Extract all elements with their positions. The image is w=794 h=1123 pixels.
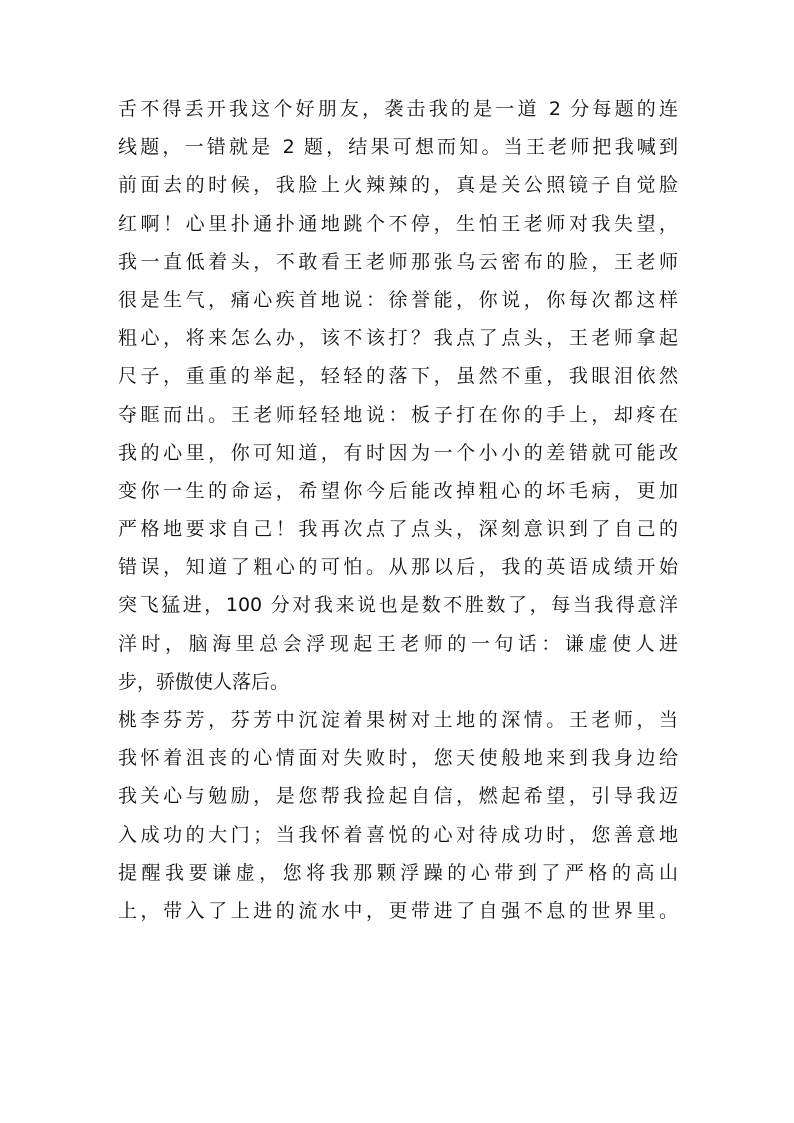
- text-line: 夺眶而出。王老师轻轻地说：板子打在你的手上，却疼在: [118, 403, 678, 426]
- text-line: 前面去的时候，我脸上火辣辣的，真是关公照镜子自觉脸: [118, 174, 678, 197]
- text-line: 错误，知道了粗心的可怕。从那以后，我的英语成绩开始: [118, 556, 678, 579]
- text-line: 突飞猛进，100 分对我来说也是数不胜数了，每当我得意洋: [118, 594, 678, 617]
- text-line: 步，骄傲使人落后。: [118, 670, 290, 693]
- text-line: 粗心，将来怎么办，该不该打？我点了点头，王老师拿起: [118, 327, 678, 350]
- text-line: 洋时，脑海里总会浮现起王老师的一句话：谦虚使人进: [118, 632, 678, 655]
- text-line: 舌不得丢开我这个好朋友，袭击我的是一道 2 分每题的连: [118, 98, 678, 120]
- text-line: 我一直低着头，不敢看王老师那张乌云密布的脸，王老师: [118, 250, 678, 273]
- document-body: [118, 90, 678, 930]
- text-line: 我关心与勉励，是您帮我捡起自信，燃起希望，引导我迈: [118, 785, 678, 808]
- text-line: 我怀着沮丧的心情面对失败时，您天使般地来到我身边给: [118, 747, 678, 770]
- text-line: 入成功的大门；当我怀着喜悦的心对待成功时，您善意地: [118, 823, 678, 846]
- text-line: 提醒我要谦虚，您将我那颗浮躁的心带到了严格的高山: [118, 861, 678, 884]
- text-line: 尺子，重重的举起，轻轻的落下，虽然不重，我眼泪依然: [118, 365, 678, 388]
- text-line: 线题，一错就是 2 题，结果可想而知。当王老师把我喊到: [118, 136, 678, 159]
- text-line: 上，带入了上进的流水中，更带进了自强不息的世界里。: [118, 899, 678, 922]
- text-line: 桃李芬芳，芬芳中沉淀着果树对土地的深情。王老师，当: [118, 709, 678, 731]
- text-line: 严格地要求自己！我再次点了点头，深刻意识到了自己的: [118, 518, 678, 541]
- text-line: 很是生气，痛心疾首地说：徐誉能，你说，你每次都这样: [118, 288, 678, 311]
- text-line: 红啊！心里扑通扑通地跳个不停，生怕王老师对我失望，: [118, 212, 678, 235]
- paragraph-1: [118, 90, 678, 701]
- text-line: 我的心里，你可知道，有时因为一个小小的差错就可能改: [118, 441, 678, 464]
- text-line: 变你一生的命运，希望你今后能改掉粗心的坏毛病，更加: [118, 479, 678, 502]
- paragraph-2: [118, 701, 678, 930]
